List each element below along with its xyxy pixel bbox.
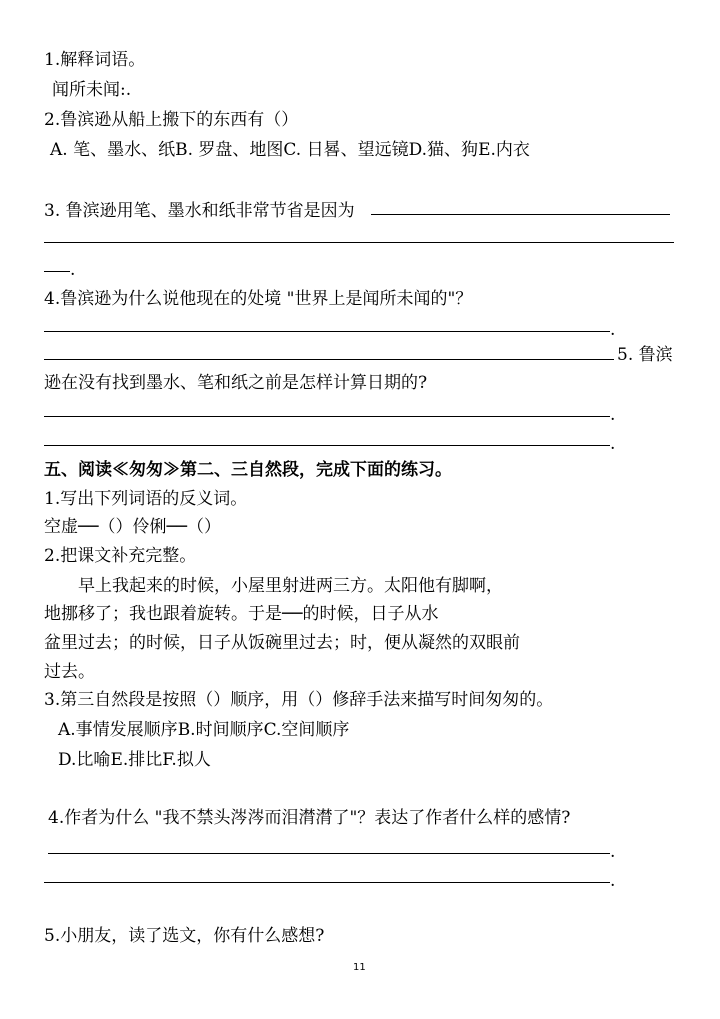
answer-line[interactable] [44,271,70,272]
q5-2-label: 2.把课文补充完整。 [44,546,197,566]
answer-line[interactable] [44,242,674,243]
option-d: D.猫、狗 [408,140,479,160]
option-a: A.事情发展顺序 [58,720,178,740]
answer-line[interactable] [44,445,610,446]
q5-1-answers: 空虚──（）伶俐──（） [44,517,221,537]
option-e: E.排比 [110,750,163,770]
q5-5-label: 5.小朋友，读了选文，你有什么感想? [44,926,325,946]
option-b: B. 罗盘、地图 [175,140,284,160]
q5-4-label: 4.作者为什么 "我不禁头涔涔而泪潸潸了"？表达了作者什么样的感情? [48,808,571,828]
option-f: F.拟人 [162,750,211,770]
section-heading: 五、阅读≪匆匆≫第二、三自然段，完成下面的练习。 [44,460,452,480]
line-end: . [610,320,616,340]
answer-line[interactable] [371,214,670,215]
q4-1-label: 1.解释词语。 [44,50,146,70]
passage-line-3: 盆里过去；的时候，日子从饭碗里过去；时，便从凝然的双眼前 [44,633,520,653]
option-c: C.空间顺序 [263,720,350,740]
option-a: A. 笔、墨水、纸 [50,140,176,160]
page-number: 11 [353,962,366,973]
passage-line-1: 早上我起来的时候，小屋里射进两三方。太阳他有脚啊， [78,576,503,596]
q5-3-label: 3.第三自然段是按照（）顺序，用（）修辞手法来描写时间匆匆的。 [44,690,554,710]
word-2: 伶俐──（ [132,517,204,537]
answer-line[interactable] [44,359,614,360]
q4-1-answer-line: 闻所未闻:. [52,80,132,100]
q4-5-label-start: 5. 鲁滨 [617,345,673,365]
passage-line-4: 过去。 [44,662,95,682]
line-end: . [610,405,616,425]
q4-2-label: 2.鲁滨逊从船上搬下的东西有（） [44,110,299,130]
option-b: B.时间顺序 [177,720,264,740]
word-1: 空虚──（ [44,517,116,537]
answer-line[interactable] [44,416,610,417]
option-c: C. 日晷、望远镜 [283,140,409,160]
line-end: . [610,842,616,862]
line-end: . [70,260,76,280]
q4-5-label: 逊在没有找到墨水、笔和纸之前是怎样计算日期的? [44,373,428,393]
q5-3-options-row-2 [58,748,211,772]
line-end: . [610,434,616,454]
term-label: 闻所未闻: [52,80,126,100]
line-end: . [610,871,616,891]
q4-4-label: 4.鲁滨逊为什么说他现在的处境 "世界上是闻所未闻的"？ [44,289,473,309]
passage-line-2: 地挪移了；我也跟着旋转。于是──的时候，日子从水 [44,604,439,624]
answer-line[interactable] [48,853,610,854]
q5-3-options-row-1 [58,718,349,742]
q4-3-label: 3. 鲁滨逊用笔、墨水和纸非常节省是因为 [44,201,355,221]
option-e: E.内衣 [478,140,530,160]
q4-2-options [50,138,530,162]
option-d: D.比喻 [58,750,111,770]
answer-line[interactable] [44,331,610,332]
answer-line[interactable] [44,882,610,883]
q5-1-label: 1.写出下列词语的反义词。 [44,489,248,509]
